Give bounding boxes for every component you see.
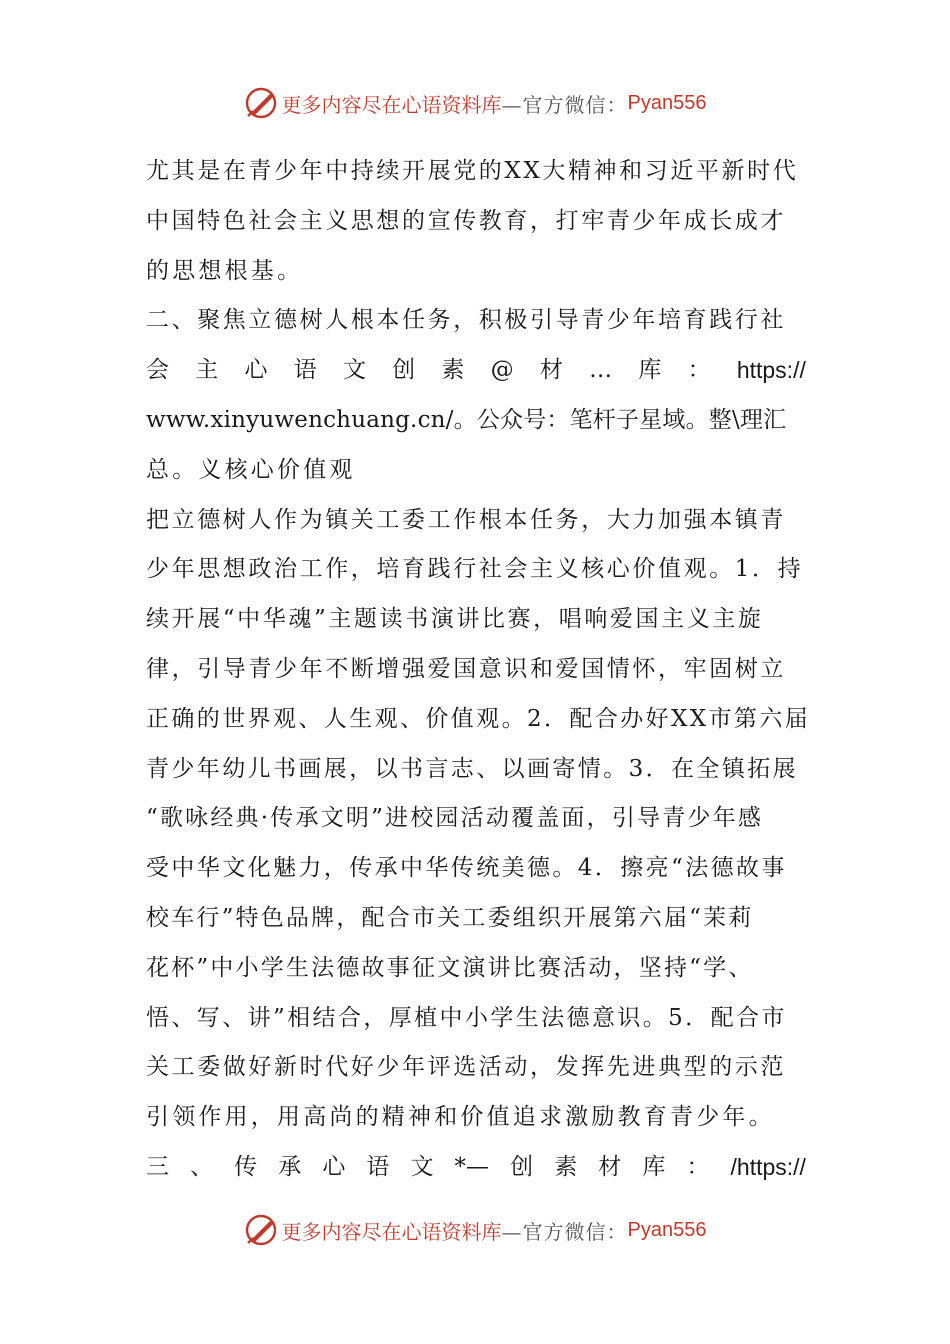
char: 心 [244,357,268,384]
char: 创 [510,1153,534,1180]
banner-site-text: 更多内容尽在心语资料库 [281,1219,502,1244]
char: 文 [410,1153,434,1180]
char: 库 [638,357,662,384]
char: … [589,357,613,384]
text-line-13: 青少年幼儿书画展，以书言志、以画寄情。3．在全镇拓展 [146,755,799,782]
text-line-14: “歌咏经典·传承文明”进校园活动覆盖面，引导青少年感 [146,805,764,832]
banner-wechat-label: —官方微信： [501,92,628,117]
char: 库 [642,1153,666,1180]
document-body [146,147,811,1193]
banner-wechat-id: Pyan556 [627,1218,707,1241]
text-line-10: 续开展“中华魂”主题读书演讲比赛，唱响爱国主义主旋 [146,606,764,633]
text-line-17: 花杯”中小学生法德故事征文演讲比赛活动，坚持“学、 [146,954,754,981]
char: @ [490,357,514,384]
text-line-7: 总。义核心价值观 [146,456,356,483]
text-line-21-spread [146,1143,806,1193]
text-line-19: 关工委做好新时代好少年评选活动，发挥先进典型的示范 [146,1054,786,1081]
text-line-12: 正确的世界观、人生观、价值观。2．配合办好XX市第六届 [146,705,811,732]
char: 素 [554,1153,578,1180]
text-line-11: 律，引导青少年不断增强爱国意识和爱国情怀，牢固树立 [146,655,786,682]
quill-logo-icon [244,1213,278,1247]
char: 材 [539,357,563,384]
char: 语 [366,1153,390,1180]
char: 、 [190,1153,214,1180]
char: 传 [234,1153,258,1180]
text-line-18: 悟、写、讲”相结合，厚植中小学生法德意识。5．配合市 [146,1004,787,1031]
text-line-9: 少年思想政治工作，培育践行社会主义核心价值观。1．持 [146,556,804,583]
text-line-15: 受中华文化魅力，传承中华传统美德。4．擦亮“法德故事 [146,855,787,882]
text-line-5-spread [146,346,806,396]
url-fragment: https:// [736,357,806,384]
char: 语 [293,357,317,384]
text-line-8: 把立德树人作为镇关工委工作根本任务，大力加强本镇青 [146,506,786,533]
char: 会 [146,357,169,384]
text-line-2: 中国特色社会主义思想的宣传教育，打牢青少年成长成才 [146,207,786,234]
char: *— [454,1153,490,1180]
banner-wechat-label: —官方微信： [501,1219,628,1244]
char: 主 [195,357,219,384]
char: 素 [441,357,465,384]
header-watermark-banner [0,83,950,123]
url-fragment: /https:// [730,1153,806,1180]
quill-logo-icon [244,86,278,120]
text-line-20: 引领作用，用高尚的精神和价值追求激励教育青少年。 [146,1104,775,1131]
char: 承 [278,1153,302,1180]
char: 创 [392,357,416,384]
char: 心 [322,1153,346,1180]
text-line-1: 尤其是在青少年中持续开展党的XX大精神和习近平新时代 [146,158,799,184]
text-line-16: 校车行”特色品牌，配合市关工委组织开展第六届“茉莉 [146,904,754,931]
text-line-3: 的思想根基。 [146,257,304,284]
char: 文 [342,357,366,384]
banner-site-text: 更多内容尽在心语资料库 [281,92,502,117]
banner-wechat-id: Pyan556 [627,91,707,114]
footer-watermark-banner [0,1210,950,1250]
text-line-4: 二、聚焦立德树人根本任务，积极引导青少年培育践行社 [146,307,786,334]
char: 材 [598,1153,622,1180]
char: ： [686,1153,710,1180]
char: 三 [146,1153,169,1180]
text-line-6: www.xinyuwenchuang.cn/。公众号：笔杆子星域。整\理汇 [146,406,787,433]
char: ： [687,357,711,384]
